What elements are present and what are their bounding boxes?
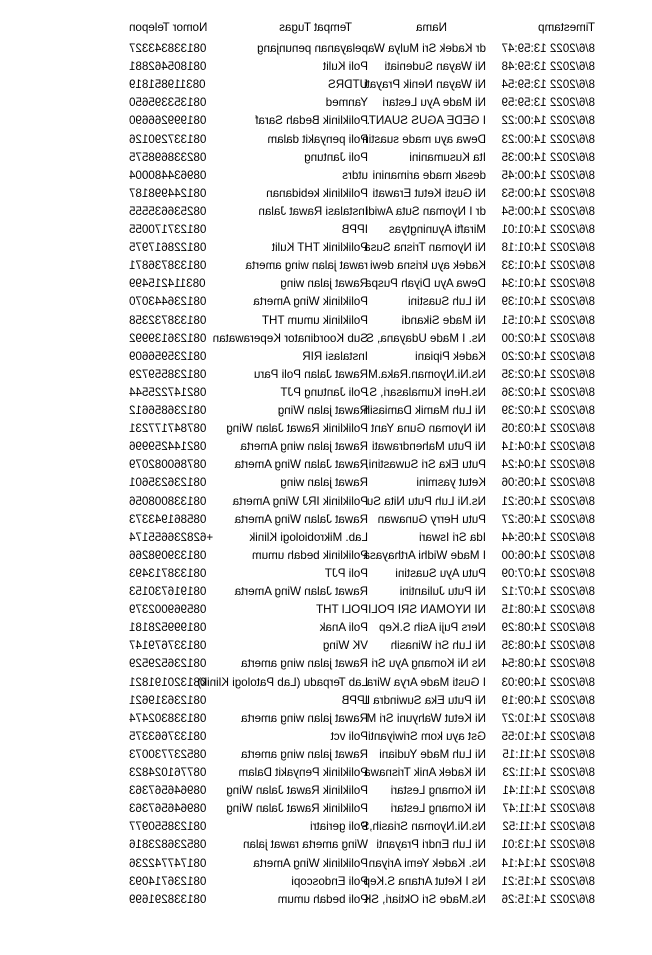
table-row — [0, 347, 652, 366]
header-tempat-tugas: Tempat Tugas — [279, 21, 352, 34]
nomor-telepon-cell: 082338698575 — [129, 150, 207, 164]
nama-cell: I GEDE AGUS SUANT. — [366, 114, 486, 128]
timestamp-cell: 8/6/2022 14:00:22 — [501, 114, 595, 128]
timestamp-cell: 8/6/2022 14:02:20 — [501, 349, 595, 363]
tempat-tugas-cell: Rawat jalan wing — [280, 277, 368, 291]
timestamp-cell: 8/6/2022 14:11:15 — [502, 747, 595, 761]
nama-cell: Ni Gusti Ketut Erawati — [372, 186, 486, 200]
nomor-telepon-cell: 081238550977 — [129, 820, 207, 834]
nomor-telepon-cell: +628236655174 — [129, 530, 214, 544]
timestamp-cell: 8/6/2022 14:11:23 — [502, 766, 595, 779]
nama-cell: Ida Sri Iswari — [418, 530, 486, 544]
tempat-tugas-cell: Poli geriatri — [310, 820, 368, 834]
nomor-telepon-cell: 083119851819 — [129, 78, 206, 92]
tempat-tugas-cell: Lab. Mikrobiologi Klinik — [249, 530, 368, 544]
table-row — [0, 383, 652, 402]
table-row — [0, 745, 652, 764]
table-row — [0, 691, 652, 710]
nama-cell: Ni Luh Suastini — [408, 295, 486, 309]
timestamp-cell: 8/6/2022 14:02:39 — [501, 404, 595, 417]
timestamp-cell: 8/6/2022 14:00:53 — [501, 186, 595, 200]
timestamp-cell: 8/6/2022 14:00:54 — [501, 204, 595, 218]
timestamp-cell: 8/6/2022 14:08:29 — [501, 621, 595, 635]
tempat-tugas-cell: IPPB — [341, 223, 368, 236]
nama-cell: NI NYOMAN SRI POLII — [364, 603, 486, 617]
nama-cell: Kadek ayu krisna dewi — [370, 259, 486, 273]
table-row — [0, 311, 652, 330]
nomor-telepon-cell: 081353395650 — [129, 96, 207, 110]
table-row — [0, 274, 652, 293]
timestamp-cell: 8/6/2022 13:59:47 — [501, 42, 595, 55]
tempat-tugas-cell: Poli Kulit — [322, 60, 368, 74]
tempat-tugas-cell: Poli Endoscopi — [291, 874, 368, 888]
timestamp-cell: 8/6/2022 14:05:44 — [501, 530, 595, 544]
timestamp-cell: 8/6/2022 14:01:34 — [501, 277, 595, 291]
timestamp-cell: 8/6/2022 14:04:14 — [501, 440, 595, 454]
nama-cell: Ns.Ni.Nyoman.Raka.M — [368, 367, 486, 381]
nama-cell: Ns.Heni Kumalasari, S. — [366, 385, 486, 399]
timestamp-cell: 8/6/2022 14:09:19 — [501, 693, 595, 707]
nama-cell: Mirafti Ayuningtyas — [388, 223, 486, 236]
tempat-tugas-cell: rawat jalan wing amerta — [245, 259, 368, 273]
table-row — [0, 256, 652, 275]
nama-cell: Dewa Ayu Diyah Puspa — [365, 277, 486, 291]
table-row — [0, 564, 652, 583]
tempat-tugas-cell: Rawat Jalan Wing Amerta — [234, 458, 368, 472]
nomor-telepon-cell: 081244998187 — [129, 186, 207, 200]
tempat-tugas-cell: Poliklinik Rawat Jalan Wing — [226, 784, 368, 798]
table-row — [0, 202, 652, 221]
nomor-telepon-cell: 081228617975 — [129, 241, 207, 255]
table-row — [0, 148, 652, 167]
table-row — [0, 39, 652, 58]
nama-cell: Ni Putu Eka Suwindra L — [363, 693, 486, 707]
table-row — [0, 781, 652, 800]
timestamp-cell: 8/6/2022 14:11:41 — [502, 784, 595, 798]
tempat-tugas-cell: Poliklinik Bedah Saraf — [255, 114, 368, 128]
tempat-tugas-cell: Poli PJT — [324, 566, 368, 580]
tempat-tugas-cell: Rawat jalan wing — [280, 476, 368, 490]
timestamp-cell: 8/6/2022 14:06:00 — [501, 548, 595, 562]
nomor-telepon-cell: 085861943373 — [129, 512, 207, 526]
nama-cell: dr Kadek Sri Mulya Wa — [367, 42, 486, 55]
table-row — [0, 75, 652, 94]
tempat-tugas-cell: pelayanan penunjang — [257, 42, 368, 55]
timestamp-cell: 8/6/2022 14:08:35 — [501, 639, 595, 653]
tempat-tugas-cell: Rawat Jalan Poli Paru — [253, 367, 368, 381]
table-row — [0, 220, 652, 239]
nomor-telepon-cell: 081916730153 — [129, 585, 207, 598]
nomor-telepon-cell: 085237730073 — [129, 747, 207, 761]
timestamp-cell: 8/6/2022 14:07:09 — [501, 566, 595, 580]
timestamp-cell: 8/6/2022 14:11:47 — [502, 802, 595, 816]
tempat-tugas-cell: utdrs — [342, 168, 368, 182]
timestamp-cell: 8/6/2022 14:03:05 — [501, 422, 595, 436]
tempat-tugas-cell: UTDRS — [328, 78, 368, 92]
timestamp-cell: 8/6/2022 14:01:51 — [501, 313, 595, 327]
table-row — [0, 709, 652, 728]
nama-cell: Putu Ayu Suastini — [395, 566, 486, 580]
nama-cell: Dewa ayu made suastin — [362, 132, 486, 146]
tempat-tugas-cell: Rawat Jalan Wing Amerta — [234, 585, 368, 598]
nomor-telepon-cell: 081747742236 — [129, 856, 207, 870]
header-nama: Nama — [416, 21, 447, 34]
timestamp-cell: 8/6/2022 13:59:54 — [501, 78, 595, 92]
nomor-telepon-cell: 081338713493 — [129, 566, 207, 580]
timestamp-cell: 8/6/2022 14:00:45 — [501, 168, 595, 182]
nama-cell: Ners Puji Asih S.Kep — [379, 621, 486, 635]
table-row — [0, 510, 652, 529]
header-timestamp: Timestamp — [538, 21, 595, 34]
nomor-telepon-cell: 081236529529 — [129, 657, 207, 671]
table-row — [0, 763, 652, 782]
tempat-tugas-cell: Rawat jalan Wing — [277, 404, 368, 417]
tempat-tugas-cell: Poli penyakit dalam — [267, 132, 368, 146]
nama-cell: Ni Komang Lestari — [390, 784, 486, 798]
nama-cell: Ns.Ni Luh Putu Nita Su — [366, 494, 486, 508]
tempat-tugas-cell: Poliklinik IRJ Wing Amerta — [232, 494, 368, 508]
tempat-tugas-cell: Poliklinik Penyakit Dalam — [238, 766, 368, 779]
table-row — [0, 546, 652, 565]
tempat-tugas-cell: Rawat jalan wing amerta — [241, 747, 368, 761]
nama-cell: Ni Luh Made Yudiani — [379, 747, 486, 761]
nama-cell: Ni Wayan Nenik Prayati — [364, 78, 486, 92]
nomor-telepon-cell: 087860082079 — [129, 458, 207, 472]
timestamp-cell: 8/6/2022 14:01:01 — [501, 223, 595, 236]
nama-cell: Ns. I Made Udayana, S — [366, 331, 486, 345]
nama-cell: Ni Nyoman Guna Yant — [371, 422, 486, 436]
nomor-telepon-cell: 085969002379 — [129, 603, 207, 617]
header-row — [0, 18, 652, 37]
tempat-tugas-cell: Poliklinik umum THT — [261, 313, 368, 327]
timestamp-cell: 8/6/2022 14:14:14 — [501, 856, 595, 870]
table-row — [0, 600, 652, 619]
timestamp-cell: 8/6/2022 13:59:48 — [501, 60, 595, 74]
table-row — [0, 727, 652, 746]
timestamp-cell: 8/6/2022 14:08:15 — [501, 603, 595, 617]
nomor-telepon-cell: 081236139992 — [129, 331, 207, 345]
nama-cell: Ni Kadek Anik Trisnawa — [364, 766, 486, 779]
nomor-telepon-cell: 081236856612 — [129, 404, 207, 417]
tempat-tugas-cell: POLI THT — [316, 603, 368, 617]
nomor-telepon-cell: 082147225544 — [129, 385, 207, 399]
nama-cell: Gst ayu kom Sriwiyanti — [368, 729, 486, 743]
timestamp-cell: 8/6/2022 14:15:26 — [501, 892, 595, 906]
nama-cell: Ita Kusumanini — [409, 150, 486, 164]
timestamp-cell: 8/6/2022 14:08:54 — [501, 657, 595, 671]
timestamp-cell: 8/6/2022 14:11:52 — [502, 820, 595, 834]
tempat-tugas-cell: Poliklinik Wing Amerta — [253, 856, 368, 870]
table-row — [0, 492, 652, 511]
table-row — [0, 817, 652, 836]
nama-cell: Ni Luh Mamik Damiasih — [363, 404, 486, 417]
timestamp-cell: 8/6/2022 14:10:27 — [501, 711, 595, 725]
table-row — [0, 528, 652, 547]
table-row — [0, 401, 652, 420]
nama-cell: Putu Eka Sri Suwastini, — [365, 458, 486, 472]
nomor-telepon-cell: 081338736871 — [129, 259, 207, 273]
tempat-tugas-cell: Rawat jalan wing Amerta — [240, 440, 368, 454]
nama-cell: Ni Made Ayu Lestari — [382, 96, 486, 110]
nomor-telepon-cell: 081236235601 — [129, 476, 207, 490]
table-row — [0, 238, 652, 257]
timestamp-cell: 8/6/2022 14:09:03 — [501, 675, 595, 689]
tempat-tugas-cell: Poliklinik Rawat Jalan Wing — [226, 422, 368, 436]
nama-cell: Ns Ni Komang Ayu Sri — [371, 657, 486, 671]
nama-cell: dr I Nyoman Suta Awidi — [365, 204, 486, 218]
nama-cell: Ni Putu Mahendrawati — [371, 440, 486, 454]
timestamp-cell: 8/6/2022 13:59:59 — [501, 96, 595, 110]
nama-cell: Ns.Ni.Nyoman Sriasih,S — [361, 820, 486, 834]
tempat-tugas-cell: Rawat jalan wing amerta — [241, 657, 368, 671]
nomor-telepon-cell: 081999528181 — [129, 621, 207, 635]
table-row — [0, 673, 652, 692]
timestamp-cell: 8/6/2022 14:01:39 — [501, 295, 595, 309]
tempat-tugas-cell: Poliklinik bedah umum — [252, 548, 368, 562]
nama-cell: Ni Made Sikandi — [401, 313, 486, 327]
nama-cell: Ni Komang Lestari — [390, 802, 486, 816]
table-row — [0, 419, 652, 438]
nomor-telepon-cell: 081235956609 — [129, 349, 207, 363]
timestamp-cell: 8/6/2022 14:05:27 — [501, 512, 595, 526]
nomor-telepon-cell: 081338008056 — [129, 494, 207, 508]
timestamp-cell: 8/6/2022 14:13:01 — [501, 838, 595, 852]
table-row — [0, 636, 652, 655]
nama-cell: Ni Luh Endri Prayanti — [376, 838, 486, 852]
nama-cell: desak made arimanini — [372, 168, 486, 182]
tempat-tugas-cell: Poliklinik Rawat Jalan Wing — [226, 802, 368, 816]
table-row — [0, 130, 652, 149]
table-row — [0, 365, 652, 384]
nomor-telepon-cell: 087847177231 — [129, 422, 207, 436]
header-nomor-telepon: Nomor Telepon — [129, 21, 208, 34]
timestamp-cell: 8/6/2022 14:00:35 — [501, 150, 595, 164]
nomor-telepon-cell: 081338291699 — [129, 892, 207, 906]
nomor-telepon-cell: 081320191821 — [129, 675, 207, 689]
nama-cell: Ni Ketut Wahyuni Sri M — [366, 711, 486, 725]
tempat-tugas-cell: Rawat Jalan Wing Amerta — [234, 512, 368, 526]
table-row — [0, 93, 652, 112]
table-row — [0, 184, 652, 203]
tempat-tugas-cell: Wing amerta rawat jalan — [242, 838, 368, 852]
nomor-telepon-cell: 081338343327 — [129, 42, 207, 55]
timestamp-cell: 8/6/2022 14:01:33 — [501, 259, 595, 273]
nama-cell: Kadek Pipiani — [415, 349, 486, 363]
nomor-telepon-cell: 081338302474 — [129, 711, 207, 725]
tempat-tugas-cell: Poliklinik kebidanan — [266, 186, 368, 200]
nomor-telepon-cell: 089634480004 — [129, 168, 207, 182]
table-row — [0, 473, 652, 492]
tempat-tugas-cell: IPPB — [341, 693, 368, 707]
table-row — [0, 437, 652, 456]
nama-cell: Ketut yasmini — [416, 476, 486, 490]
nomor-telepon-cell: 082144259996 — [129, 440, 207, 454]
timestamp-cell: 8/6/2022 14:00:23 — [501, 132, 595, 146]
nomor-telepon-cell: 081238559729 — [129, 367, 207, 381]
nama-cell: I Made Widhi Arthayasa — [363, 548, 486, 562]
table-row — [0, 654, 652, 673]
nomor-telepon-cell: 081337663375 — [129, 729, 207, 743]
timestamp-cell: 8/6/2022 14:02:00 — [501, 331, 595, 345]
tempat-tugas-cell: Poli bedah umum — [277, 892, 368, 906]
nomor-telepon-cell: 081805462881 — [129, 60, 207, 74]
timestamp-cell: 8/6/2022 14:05:06 — [501, 476, 595, 490]
nomor-telepon-cell: 081237170055 — [129, 223, 207, 236]
nomor-telepon-cell: 081236319621 — [129, 693, 207, 707]
table-row — [0, 799, 652, 818]
table-row — [0, 835, 652, 854]
table-row — [0, 872, 652, 891]
tempat-tugas-cell: Poli vct — [330, 729, 368, 743]
tempat-tugas-cell: Poli Anak — [319, 621, 368, 635]
tempat-tugas-cell: Poliklinik Wing Amerta — [253, 295, 368, 309]
timestamp-cell: 8/6/2022 14:05:21 — [501, 494, 595, 508]
timestamp-cell: 8/6/2022 14:01:18 — [501, 241, 595, 255]
table-row — [0, 890, 652, 909]
table-row — [0, 618, 652, 637]
tempat-tugas-cell: VK Wing — [322, 639, 368, 653]
timestamp-cell: 8/6/2022 14:02:36 — [501, 385, 595, 399]
nomor-telepon-cell: 085236823816 — [129, 838, 207, 852]
tempat-tugas-cell: Lab Terpadu (Lab Patologi Klinik) — [197, 675, 368, 689]
nomor-telepon-cell: 081236714093 — [129, 874, 207, 888]
tempat-tugas-cell: Instalasi Rawat Jalan — [258, 204, 368, 218]
tempat-tugas-cell: Rawat jalan wing amerta — [241, 711, 368, 725]
timestamp-cell: 8/6/2022 14:15:21 — [501, 874, 595, 888]
table-row — [0, 455, 652, 474]
table-row — [0, 329, 652, 348]
nama-cell: Ni Wayan Sudeniati — [384, 60, 486, 74]
nama-cell: Ni Putu Juliantini — [399, 585, 486, 598]
tempat-tugas-cell: Poliklinik THT Kulit — [271, 241, 368, 255]
tempat-tugas-cell: Yanmed — [325, 96, 368, 110]
timestamp-cell: 8/6/2022 14:02:35 — [501, 367, 595, 381]
nama-cell: Putu Herry Gunawan — [377, 512, 486, 526]
nomor-telepon-cell: 082536635555 — [129, 204, 207, 218]
table-row — [0, 57, 652, 76]
nomor-telepon-cell: 087761024823 — [129, 766, 207, 779]
timestamp-cell: 8/6/2022 14:07:12 — [501, 585, 595, 598]
nomor-telepon-cell: 083114215499 — [129, 277, 206, 291]
timestamp-cell: 8/6/2022 14:04:24 — [501, 458, 595, 472]
nama-cell: Ns.Made Sri Oktiari, SK — [363, 892, 486, 906]
nomor-telepon-cell: 089646567363 — [129, 802, 207, 816]
nama-cell: Ns I Ketut Artana S.Kep — [363, 874, 486, 888]
nomor-telepon-cell: 081337679147 — [129, 639, 207, 653]
timestamp-cell: 8/6/2022 14:10:55 — [501, 729, 595, 743]
nomor-telepon-cell: 081236443070 — [129, 295, 207, 309]
tempat-tugas-cell: Sub Koordinator Keperawatan — [212, 331, 368, 345]
table-row — [0, 111, 652, 130]
nama-cell: Ns. Kadek Yemi Ariyan — [368, 856, 486, 870]
table-row — [0, 582, 652, 601]
tempat-tugas-cell: Instalasi RIR — [302, 349, 368, 363]
table-row — [0, 854, 652, 873]
nama-cell: I Gusti Made Arya Wira — [366, 675, 486, 689]
nomor-telepon-cell: 081339098266 — [129, 548, 207, 562]
nomor-telepon-cell: 081337290126 — [129, 132, 207, 146]
nomor-telepon-cell: 081338732358 — [129, 313, 207, 327]
tempat-tugas-cell: Poli Jantung PJT — [280, 385, 368, 399]
nomor-telepon-cell: 089646567363 — [129, 784, 207, 798]
table-row — [0, 166, 652, 185]
nama-cell: Ni Luh Sri Winasih — [390, 639, 486, 653]
nomor-telepon-cell: 081999266690 — [129, 114, 207, 128]
table-row — [0, 292, 652, 311]
tempat-tugas-cell: Poli Jantung — [304, 150, 368, 164]
nama-cell: Ni Nyoman Trisna Susa — [364, 241, 486, 255]
